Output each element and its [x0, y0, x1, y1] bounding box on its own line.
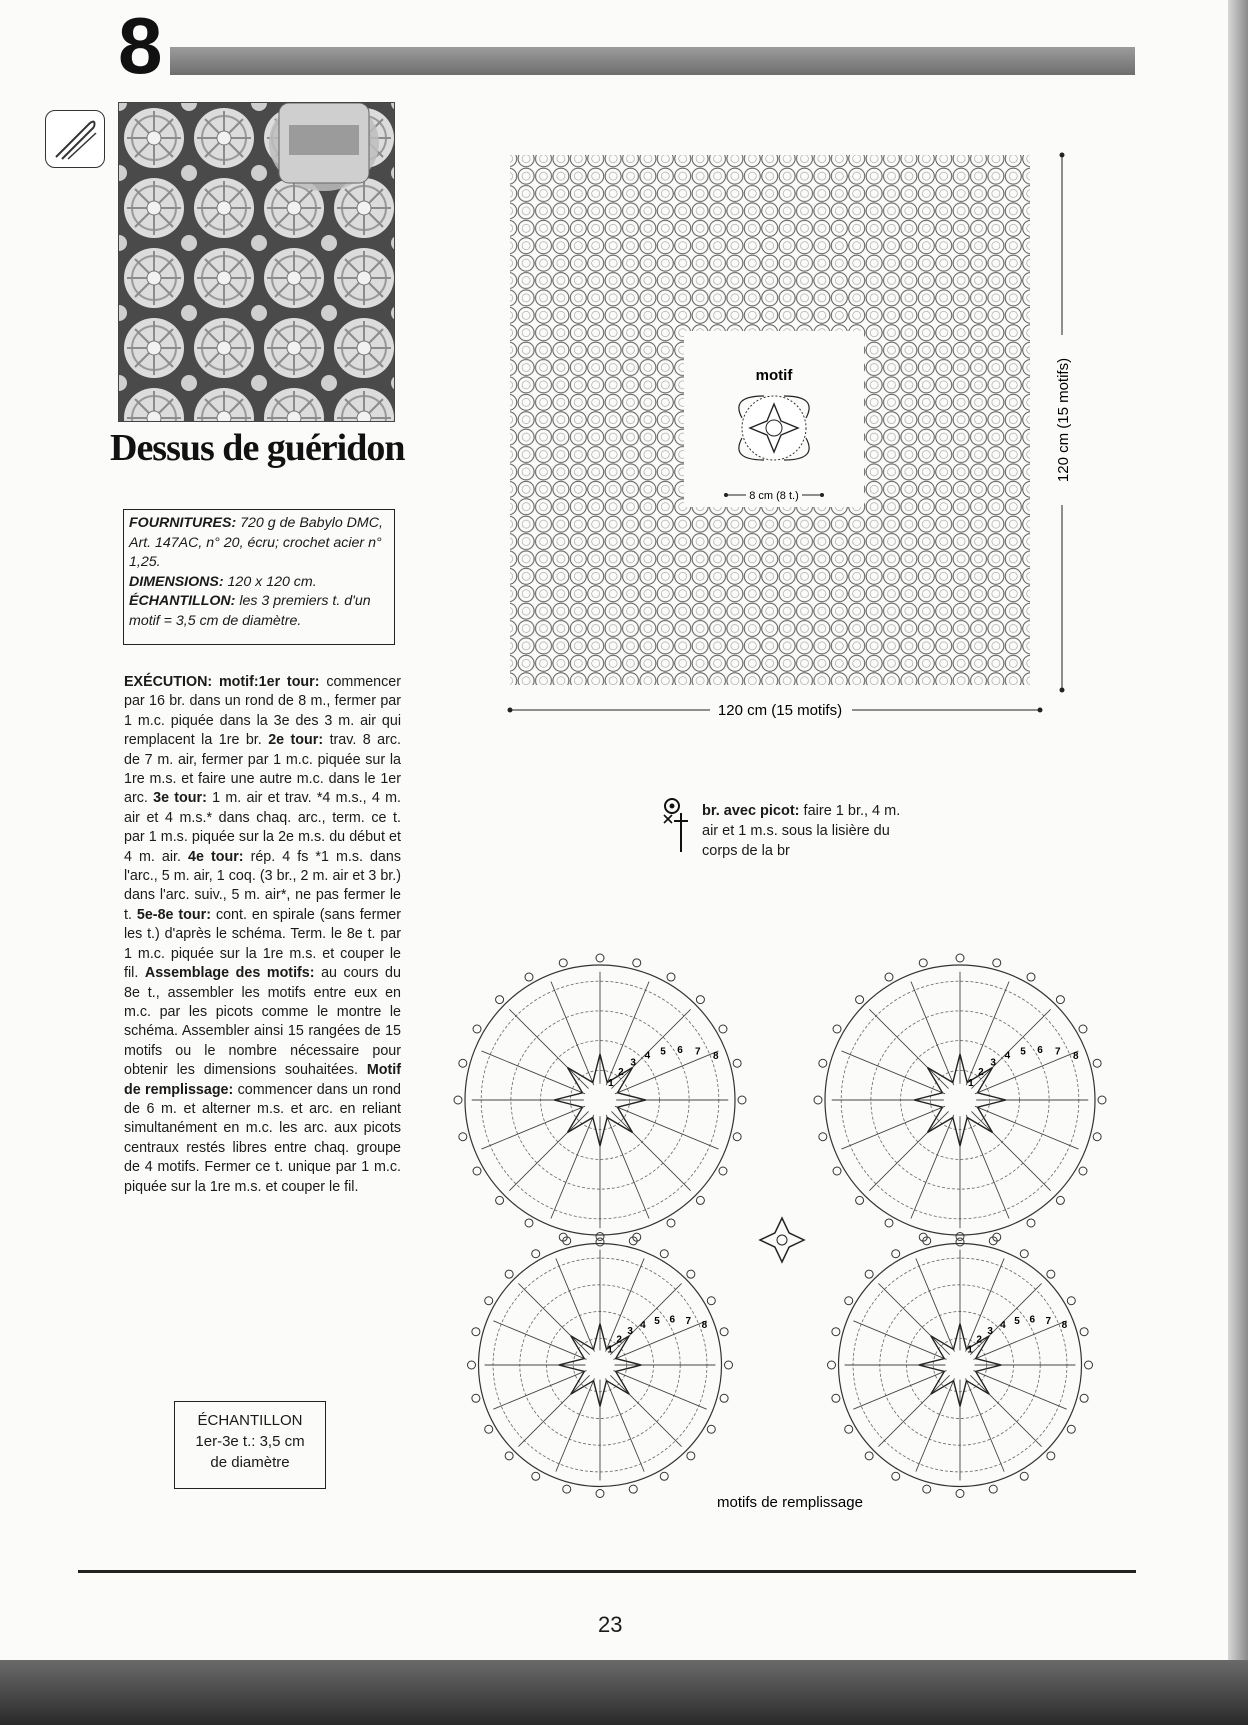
round-number: 7: [685, 1316, 692, 1328]
echantillon-label: ÉCHANTILLON:: [129, 593, 236, 609]
stitch-line: [869, 1009, 948, 1088]
picot: [865, 1270, 873, 1278]
stitch-line: [842, 1051, 946, 1094]
round-number: 2: [978, 1066, 984, 1078]
round-number: 8: [1072, 1051, 1079, 1063]
round-number: 3: [627, 1326, 633, 1338]
round-number: 8: [712, 1051, 719, 1063]
stitch-line: [482, 1106, 586, 1149]
stitch-line: [482, 1051, 586, 1094]
legend-symbol-label: br. avec picot:: [702, 803, 800, 819]
picot: [885, 1219, 893, 1227]
picot: [660, 1472, 668, 1480]
picot: [1080, 1394, 1088, 1402]
stitch-line: [966, 982, 1009, 1086]
picot: [667, 1219, 675, 1227]
echantillon-text: les 3 premiers t. d'un motif = 3,5 cm de diamètre.: [129, 593, 371, 629]
height-dimension-label: 120 cm (15 motifs): [1055, 357, 1072, 483]
stitch-line: [509, 1009, 588, 1088]
exec-label-6: Assemblage des motifs:: [144, 965, 315, 982]
picot: [892, 1472, 900, 1480]
stitch-line: [493, 1321, 586, 1360]
stitch-line: [551, 1115, 594, 1219]
picot: [1056, 1196, 1064, 1204]
picot: [892, 1250, 900, 1258]
grid-left-band: [510, 331, 684, 507]
picot: [1093, 1133, 1101, 1141]
picot: [707, 1297, 715, 1305]
picot: [485, 1297, 493, 1305]
picot: [532, 1472, 540, 1480]
stitch-line: [869, 1111, 948, 1190]
picot: [738, 1096, 746, 1104]
stitch-line: [615, 1106, 719, 1149]
picot: [532, 1250, 540, 1258]
stitch-line: [556, 1258, 595, 1351]
round-number: 1: [967, 1344, 973, 1356]
picot: [1098, 1096, 1106, 1104]
exec-label-7: Motif de remplissage:: [124, 1062, 401, 1098]
picot: [629, 1485, 637, 1493]
picot: [993, 959, 1001, 967]
crochet-chart: [430, 940, 1150, 1520]
fournitures-label: FOURNITURES:: [129, 515, 237, 531]
width-dimension-label: 120 cm (15 motifs): [717, 702, 843, 719]
round-number: 2: [976, 1334, 982, 1346]
picot: [1080, 1328, 1088, 1336]
round-number: 4: [1004, 1050, 1011, 1062]
picot: [956, 1490, 964, 1498]
stitch-line: [911, 982, 954, 1086]
filling-motif: [760, 1218, 804, 1262]
page-title: Dessus de guéridon: [110, 427, 405, 469]
stitch-line: [606, 1258, 645, 1351]
picot: [472, 1394, 480, 1402]
tablecloth-photo: [118, 102, 395, 422]
picot: [1027, 973, 1035, 981]
stitch-line: [493, 1371, 586, 1410]
picot: [1020, 1472, 1028, 1480]
picot: [496, 1196, 504, 1204]
picot: [828, 1361, 836, 1369]
stitch-line: [556, 1378, 595, 1471]
stitch-line: [966, 1378, 1005, 1471]
execution-instructions: [124, 673, 401, 1197]
picot: [472, 1328, 480, 1336]
picot: [1047, 1270, 1055, 1278]
stitch-line: [878, 1283, 949, 1354]
picot: [1027, 1219, 1035, 1227]
picot: [1079, 1167, 1087, 1175]
sample-line-2: 1er-3e t.: 3,5 cm: [195, 1433, 305, 1450]
picot: [819, 1059, 827, 1067]
exec-label-1: EXÉCUTION: motif:1er tour:: [124, 674, 320, 690]
round-number: 8: [701, 1320, 708, 1332]
round-number: 8: [1061, 1320, 1068, 1332]
stitch-line: [853, 1371, 946, 1410]
round-number: 2: [618, 1066, 624, 1078]
picot: [1067, 1297, 1075, 1305]
stitch-line: [966, 1115, 1009, 1219]
round-number: 4: [640, 1319, 646, 1331]
picot: [956, 954, 964, 962]
picot: [1093, 1059, 1101, 1067]
picot: [832, 1394, 840, 1402]
picot: [459, 1133, 467, 1141]
picot: [919, 959, 927, 967]
picot: [473, 1025, 481, 1033]
picot: [596, 954, 604, 962]
picot: [633, 959, 641, 967]
round-number: 5: [660, 1046, 666, 1058]
stitch-line: [611, 1111, 690, 1190]
stitch-line: [916, 1258, 955, 1351]
chapter-number: 8: [118, 1, 163, 90]
grid-bottom-band: [510, 507, 1030, 685]
stitch-line: [518, 1375, 589, 1446]
picot: [473, 1167, 481, 1175]
picot: [696, 996, 704, 1004]
picot: [720, 1394, 728, 1402]
picot: [696, 1196, 704, 1204]
picot: [667, 973, 675, 981]
stitch-line: [610, 1375, 681, 1446]
stitch-line: [911, 1115, 954, 1219]
round-number: 2: [616, 1334, 622, 1346]
picot: [505, 1270, 513, 1278]
chart-caption: motifs de remplissage: [717, 1494, 863, 1511]
picot: [525, 1219, 533, 1227]
header-bar: [170, 47, 1135, 75]
picot: [832, 1328, 840, 1336]
supplies-box: [123, 509, 395, 645]
stitch-line: [509, 1111, 588, 1190]
exec-text-5: cont. en spirale (sans fermer les t.) d'après le schéma. Term. le 8e t. par 1 m.c. piquée sur la 1re m.s. et couper le fil.: [124, 906, 401, 982]
picot: [1067, 1425, 1075, 1433]
picot: [725, 1361, 733, 1369]
stitch-line: [971, 1111, 1050, 1190]
stitch-line: [613, 1371, 706, 1410]
stitch-line: [606, 1378, 645, 1471]
round-number: 5: [1014, 1315, 1020, 1327]
picot: [1085, 1361, 1093, 1369]
picot: [856, 1196, 864, 1204]
sample-box: [174, 1401, 326, 1489]
stitch-line: [606, 1115, 649, 1219]
stitch-line: [518, 1283, 589, 1354]
sample-line-3: de diamètre: [210, 1454, 290, 1471]
crochet-hook-icon: [45, 110, 105, 168]
picot: [923, 1485, 931, 1493]
exec-text-6: au cours du 8e t., assembler les motifs entre eux en m.c. par les picots comme le montre le schéma. Assembler ainsi 15 rangées de 15 motifs ou le nombre nécessaire pour obtenir les dimensions souhaitées.: [124, 965, 401, 1079]
picot: [687, 1452, 695, 1460]
fournitures-text: 720 g de Babylo DMC, Art. 147AC, n° 20, écru; crochet acier n° 1,25.: [129, 515, 383, 570]
round-number: 1: [608, 1077, 614, 1089]
round-number: 4: [1000, 1319, 1006, 1331]
stitch-line: [842, 1106, 946, 1149]
footer-rule: [78, 1570, 1136, 1573]
round-number: 5: [1020, 1046, 1026, 1058]
picot: [468, 1361, 476, 1369]
stitch-line: [970, 1375, 1041, 1446]
round-number: 3: [630, 1057, 636, 1069]
picot: [1056, 996, 1064, 1004]
dimensions-text: 120 x 120 cm.: [227, 573, 317, 590]
picot: [505, 1452, 513, 1460]
picot: [956, 1233, 964, 1241]
stitch-line: [966, 1258, 1005, 1351]
round-number: 1: [607, 1344, 613, 1356]
picot: [856, 996, 864, 1004]
picot: [819, 1133, 827, 1141]
picot: [459, 1059, 467, 1067]
picot: [1047, 1452, 1055, 1460]
motif-label: motif: [755, 367, 793, 384]
round-number: 3: [987, 1326, 993, 1338]
round-number: 4: [644, 1050, 651, 1062]
picot: [525, 973, 533, 981]
sample-line-1: ÉCHANTILLON: [197, 1412, 303, 1429]
motif-size-label: 8 cm (8 t.): [749, 490, 799, 502]
round-number: 5: [654, 1315, 660, 1327]
grid-top-band: [510, 155, 1030, 331]
picot: [833, 1025, 841, 1033]
round-number: 6: [677, 1044, 683, 1056]
exec-label-3: 3e tour:: [153, 790, 207, 807]
picot: [833, 1167, 841, 1175]
picot: [845, 1297, 853, 1305]
filling-motif-center: [777, 1235, 787, 1245]
stitch-line: [916, 1378, 955, 1471]
picot: [885, 973, 893, 981]
picot: [559, 959, 567, 967]
layout-diagram: [500, 150, 1080, 720]
picot: [720, 1328, 728, 1336]
exec-label-5: 5e-8e tour:: [136, 906, 211, 923]
stitch-line: [853, 1321, 946, 1360]
stitch-line: [551, 982, 594, 1086]
picot: [496, 996, 504, 1004]
exec-label-2: 2e tour:: [268, 732, 324, 749]
page-edge-shadow: [1228, 0, 1248, 1725]
round-number: 7: [1054, 1046, 1061, 1058]
stitch-line: [606, 982, 649, 1086]
round-number: 6: [1037, 1044, 1043, 1056]
motif-detail: [739, 396, 809, 460]
exec-text-3: 1 m. air et trav. *4 m.s., 4 m. air et 4 m.s.* dans chaq. arc., term. ce t. par 1 m.s. piquée sur la 2e m.s. du début et 4 m. air.: [124, 790, 401, 865]
picot: [454, 1096, 462, 1104]
exec-text-7: commencer dans un rond de 6 m. et alterner m.s. et arc. en reliant simultanément en m.c. les arc. aux picots centraux restés libres entre chaq. groupe de 4 motifs. Fermer ce t. unique par 1 m.c. piquée sur la 1re m.s. et couper le fil.: [124, 1081, 401, 1195]
legend-text: [702, 801, 902, 861]
picot: [563, 1485, 571, 1493]
picot-stitch-icon: [660, 797, 696, 857]
picot: [485, 1425, 493, 1433]
picot: [707, 1425, 715, 1433]
stitch-line: [973, 1371, 1066, 1410]
picot: [596, 1233, 604, 1241]
round-number: 6: [1029, 1314, 1036, 1326]
picot: [719, 1025, 727, 1033]
picot: [596, 1490, 604, 1498]
round-number: 1: [968, 1077, 974, 1089]
picot: [989, 1485, 997, 1493]
exec-text-4: rép. 4 fs *1 m.s. dans l'arc., 5 m. air, 1 coq. (3 br., 2 m. air et 3 br.) dans l'arc. suiv., 5 m. air*, ne pas fermer le t.: [124, 848, 401, 923]
stitch-line: [878, 1375, 949, 1446]
scan-background: [0, 1660, 1248, 1725]
picot: [660, 1250, 668, 1258]
round-number: 7: [694, 1046, 701, 1058]
round-number: 6: [669, 1314, 676, 1326]
legend-description: faire 1 br., 4 m. air et 1 m.s. sous la lisière du corps de la br: [702, 803, 901, 859]
exec-label-4: 4e tour:: [188, 848, 244, 865]
picot: [845, 1425, 853, 1433]
picot: [733, 1059, 741, 1067]
picot: [719, 1167, 727, 1175]
exec-text-2: trav. 8 arc. de 7 m. air, fermer par 1 m.c. piquée sur la 1re m.s. et faire une autre m.c. dans le 1er arc.: [124, 732, 401, 807]
round-number: 7: [1045, 1316, 1052, 1328]
dimensions-label: DIMENSIONS:: [129, 573, 224, 590]
stitch-line: [975, 1106, 1079, 1149]
picot: [865, 1452, 873, 1460]
picot: [1079, 1025, 1087, 1033]
picot: [687, 1270, 695, 1278]
picot: [733, 1133, 741, 1141]
page-number: 23: [598, 1612, 623, 1637]
grid-right-band: [864, 331, 1030, 507]
exec-text-1: commencer par 16 br. dans un rond de 8 m., fermer par 1 m.c. piquée dans la 3e des 3 m. air qui remplacent la 1re br.: [124, 674, 401, 749]
stitch-legend: [660, 797, 901, 862]
round-number: 3: [990, 1057, 996, 1069]
picot: [814, 1096, 822, 1104]
picot: [1020, 1250, 1028, 1258]
